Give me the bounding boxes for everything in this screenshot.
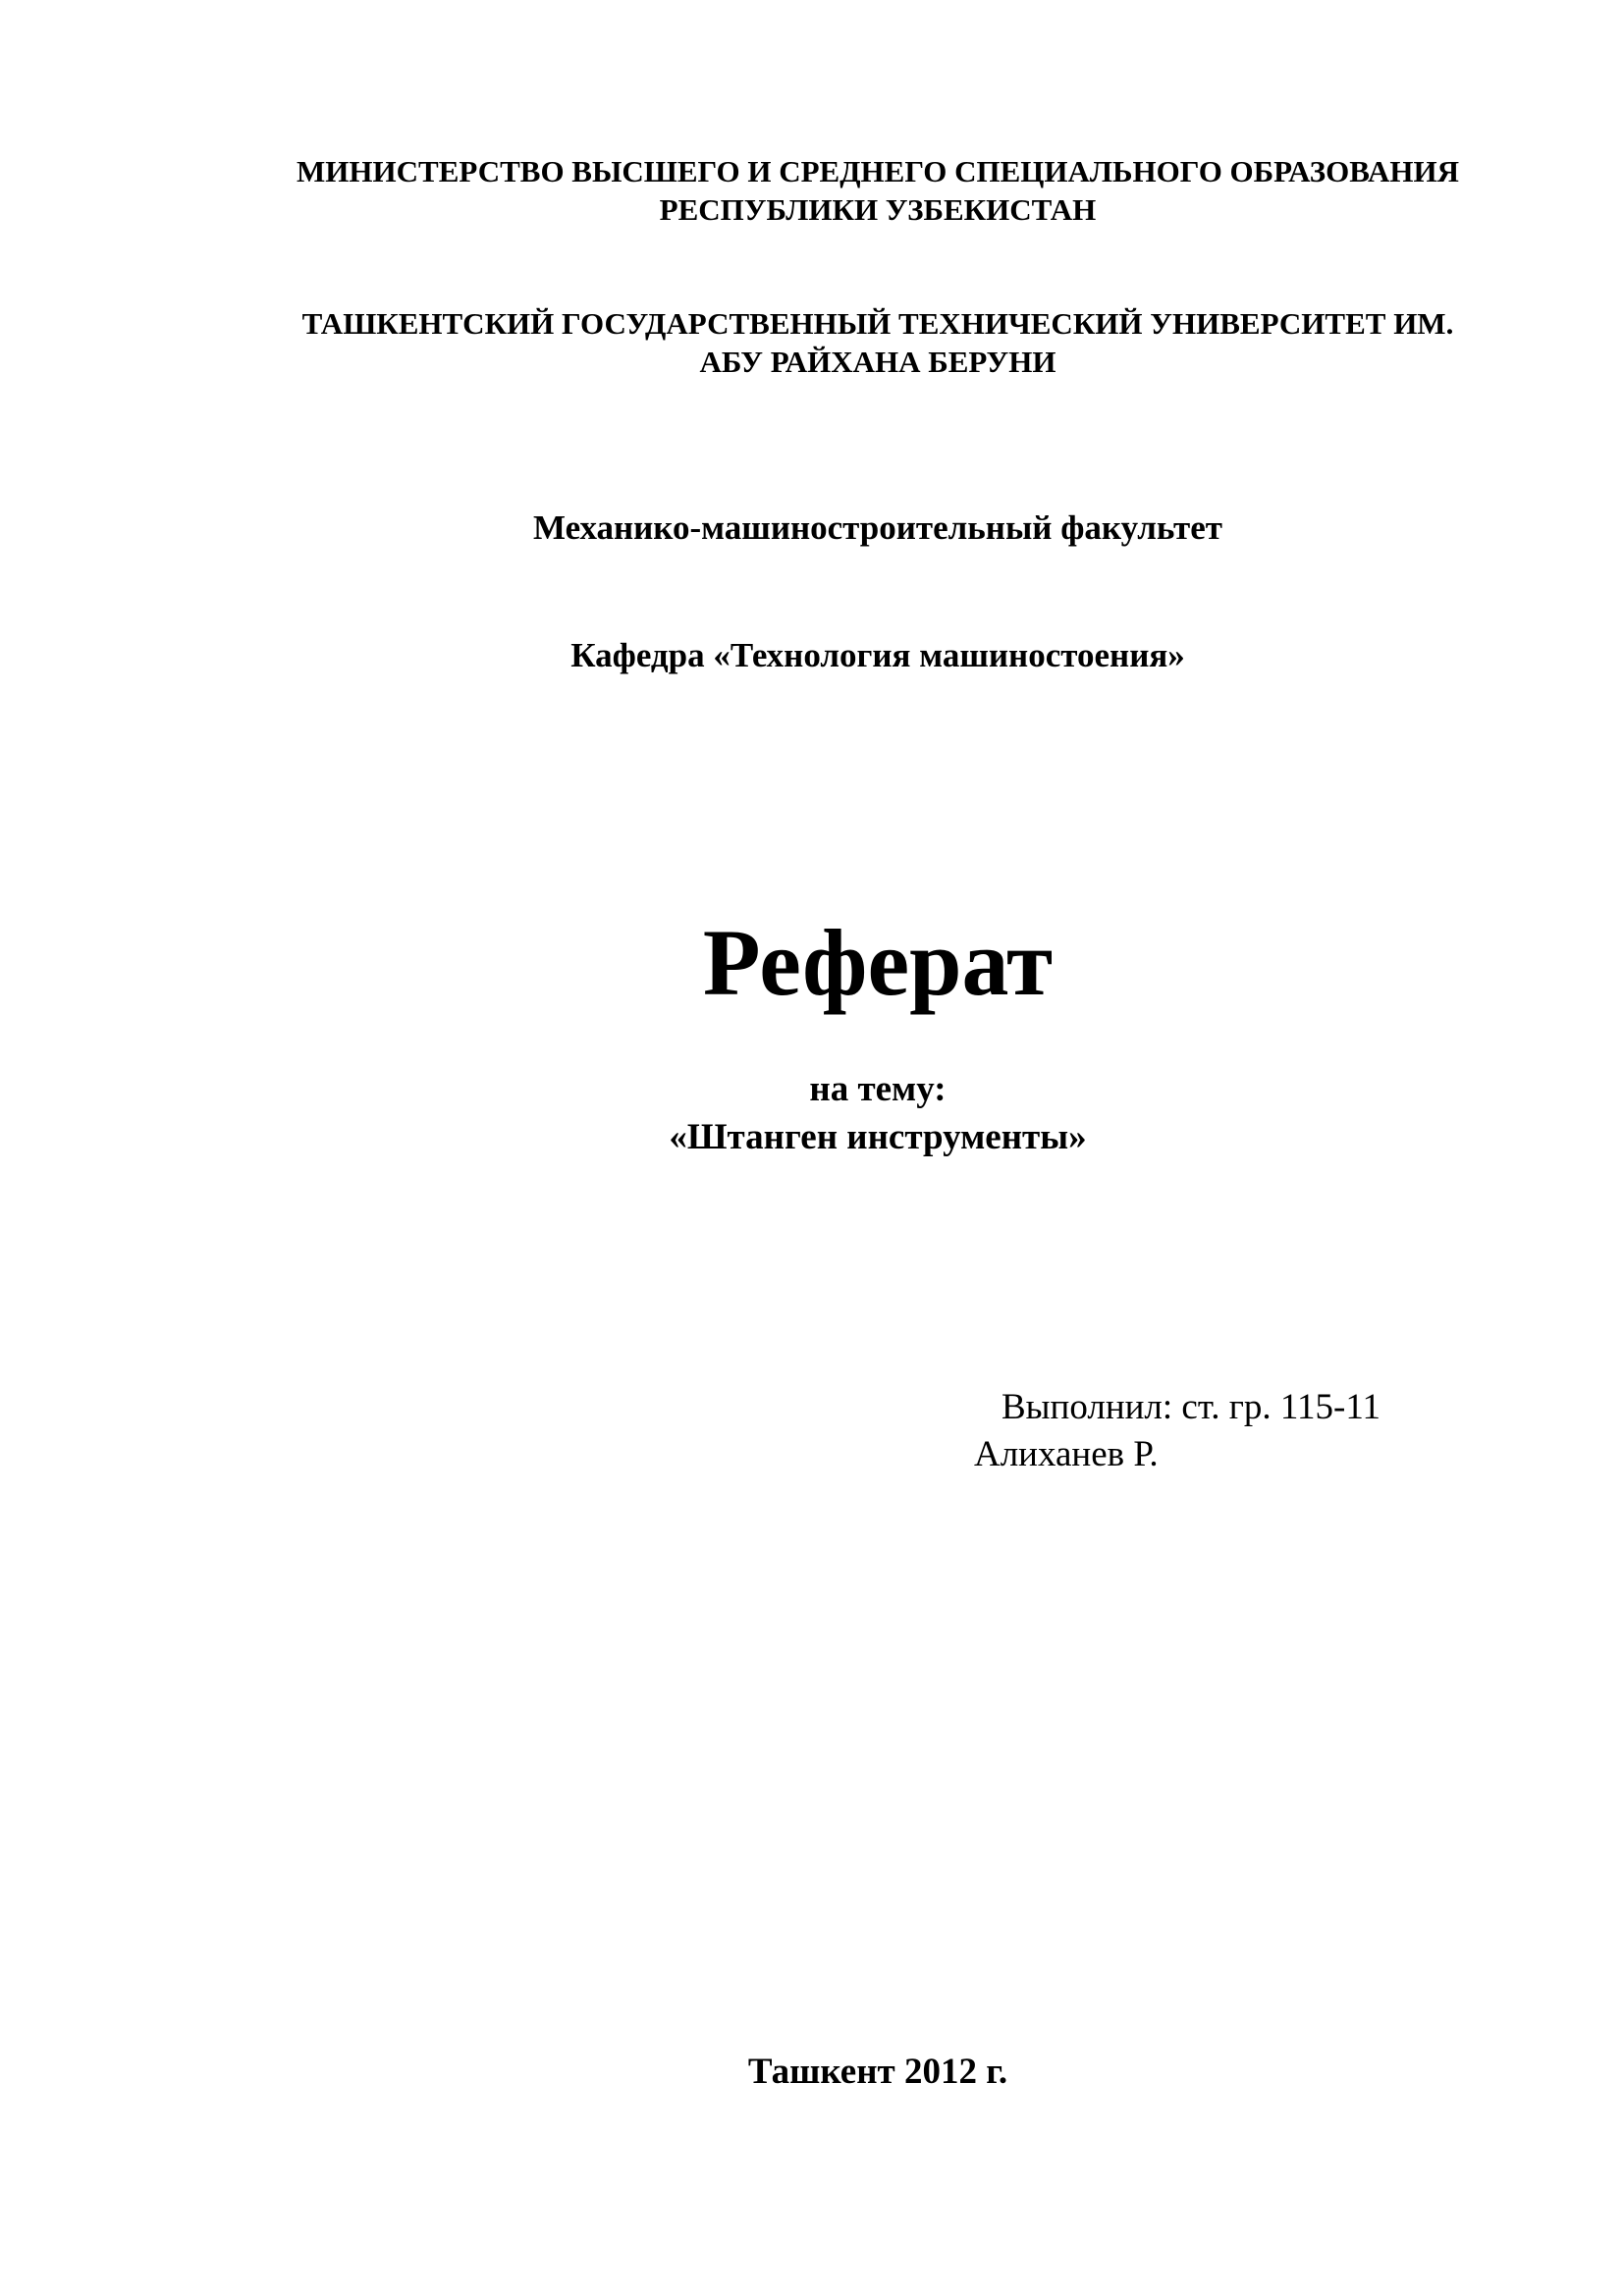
author-line-2: Алиханев Р.	[974, 1434, 1159, 1474]
university-header	[240, 304, 1516, 381]
topic-title: «Штанген инструменты»	[669, 1117, 1087, 1157]
author-block	[974, 1384, 1524, 1478]
faculty-name	[240, 507, 1516, 550]
ministry-line-2: РЕСПУБЛИКИ УЗБЕКИСТАН	[659, 192, 1097, 227]
department-name	[240, 634, 1516, 677]
university-line-2: АБУ РАЙХАНА БЕРУНИ	[699, 345, 1056, 379]
ministry-header	[240, 152, 1516, 229]
faculty-label: Механико-машиностроительный факультет	[533, 508, 1222, 547]
department-label: Кафедра «Технология машиностоения»	[570, 636, 1185, 674]
author-line-1: Выполнил: ст. гр. 115-11	[1001, 1387, 1380, 1427]
city-year-footer	[240, 2050, 1516, 2095]
document-type-label: Реферат	[702, 910, 1054, 1015]
topic-intro: на тему:	[809, 1069, 947, 1109]
topic-block	[240, 1065, 1516, 1161]
ministry-line-1: МИНИСТЕРСТВО ВЫСШЕГО И СРЕДНЕГО СПЕЦИАЛЬНОГО ОБРАЗОВАНИЯ	[297, 154, 1459, 188]
document-type-title	[240, 908, 1516, 1018]
footer-label: Ташкент 2012 г.	[747, 2052, 1008, 2092]
university-line-1: ТАШКЕНТСКИЙ ГОСУДАРСТВЕННЫЙ ТЕХНИЧЕСКИЙ УНИВЕРСИТЕТ ИМ.	[301, 306, 1454, 341]
